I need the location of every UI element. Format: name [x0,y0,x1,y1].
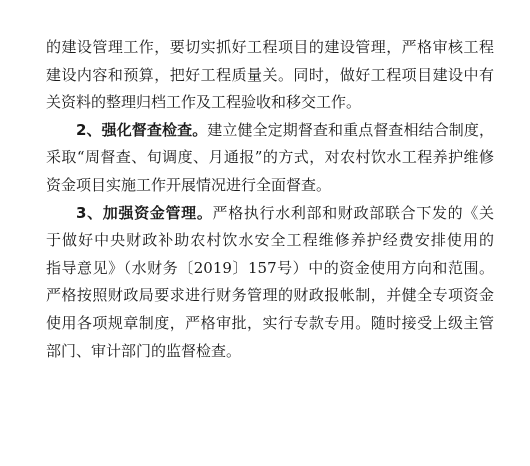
paragraph-project-management [46,34,494,117]
text-line: 严格按照财政局要求进行财务管理的财政报帐制，并健全专项资金 [46,286,494,305]
paragraph-fund-management [46,200,494,366]
text-line: 使用各项规章制度，严格审批，实行专款专用。随时接受上级主管 [46,313,494,332]
text-span: 严格执行水利部和财政部联合下发的《关 [212,203,494,222]
text-line: 资金项目实施工作开展情况进行全面督查。 [46,175,332,194]
text-line [46,117,494,145]
text-line [46,200,494,228]
text-line: 建设内容和预算，把好工程质量关。同时，做好工程项目建设中有 [46,65,494,84]
text-line: 于做好中央财政补助农村饮水安全工程维修养护经费安排使用的 [46,231,494,250]
text-span: 建立健全定期督查和重点督查相结合制度， [207,120,494,139]
section-heading: 2、强化督查检查。 [76,120,208,139]
text-line: 指导意见》（水财务〔2019〕157号）中的资金使用方向和范围。 [46,258,494,277]
text-line: 关资料的整理归档工作及工程验收和移交工作。 [46,93,362,112]
text-line: 的建设管理工作，要切实抓好工程项目的建设管理，严格审核工程 [46,38,494,56]
text-line: 部门、审计部门的监督检查。 [46,341,242,360]
section-heading: 3、加强资金管理。 [76,203,213,222]
text-line: 采取“周督查、旬调度、月通报”的方式，对农村饮水工程养护维修 [46,148,494,167]
paragraph-supervision [46,117,494,200]
document-body [46,34,494,365]
